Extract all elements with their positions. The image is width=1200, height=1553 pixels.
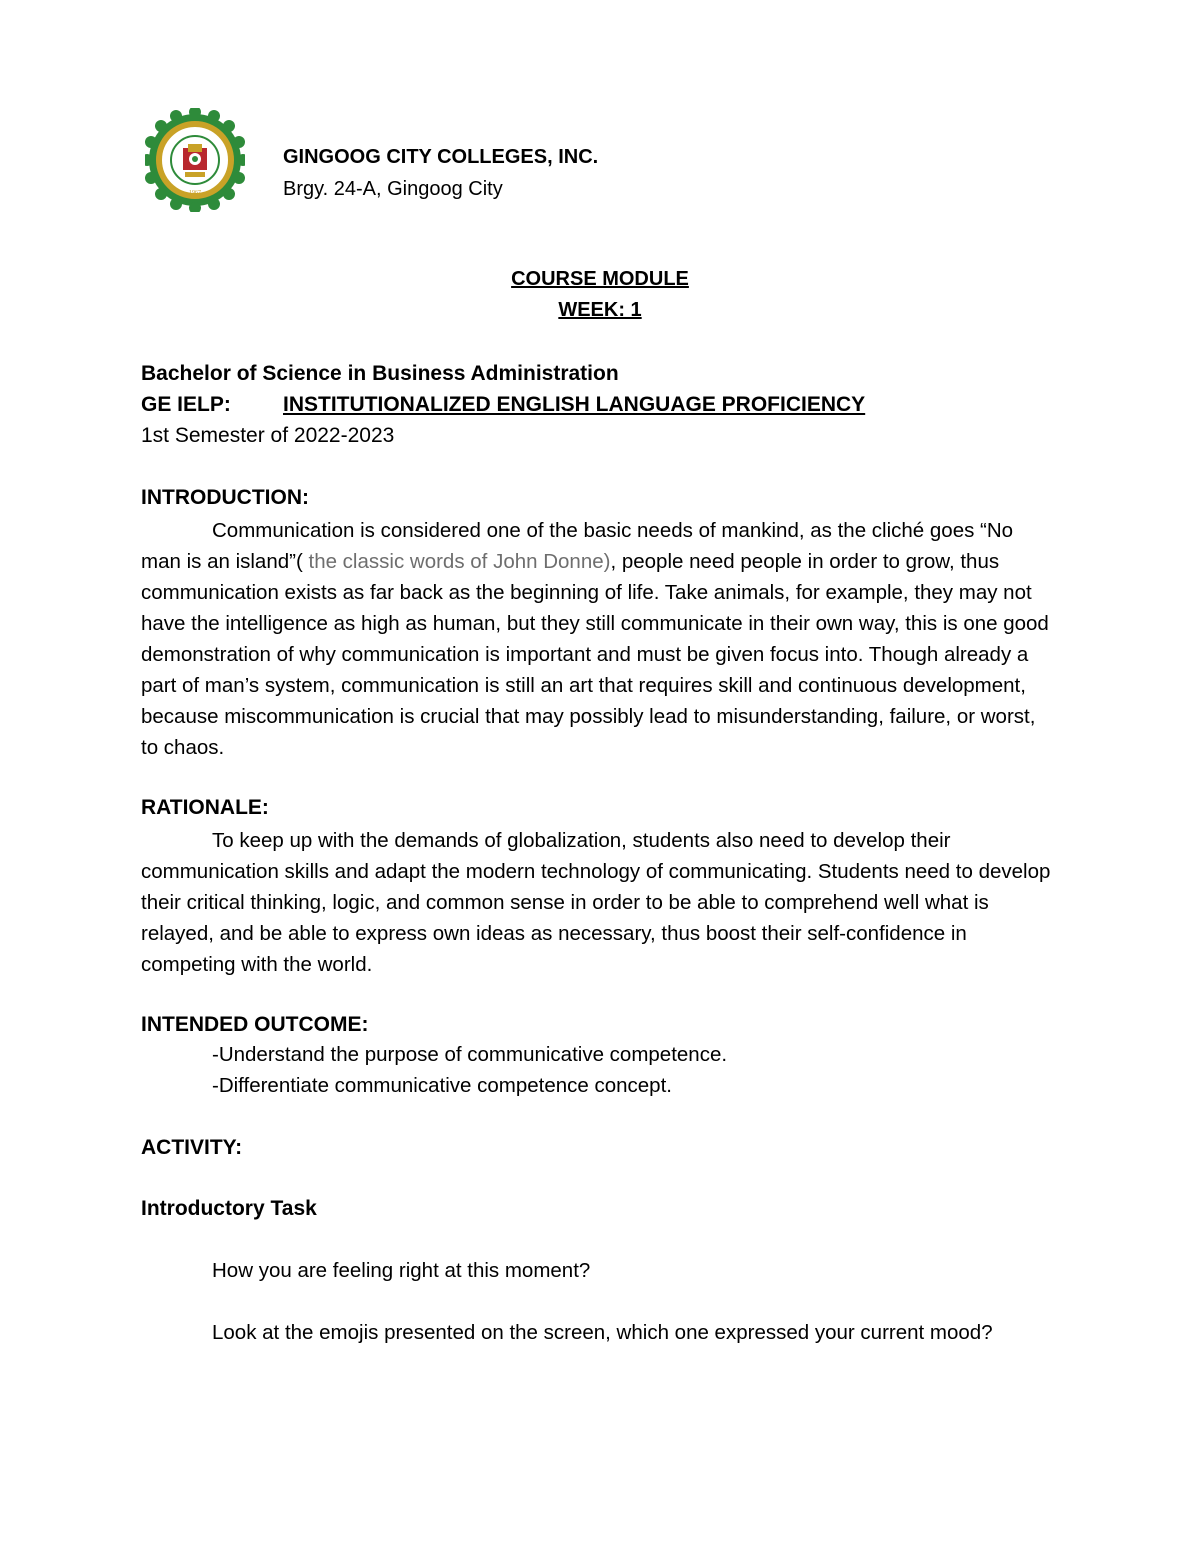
activity-question: Look at the emojis presented on the screen, which one expressed your current mood? bbox=[212, 1321, 993, 1344]
outcome-item: -Differentiate communicative competence concept. bbox=[212, 1074, 672, 1097]
introduction-text-end: , people need people in order to grow, thus communication exists as far back as the beginning of life. Take animals, for example, they may not have the intelligence as high as human, but they still communicate in their own way, this is one good demonstration of why communication is important and must be given focus into. Though already a part of man’s system, communication is still an art that requires skill and continuous development, because miscommunication is crucial that may possibly lead to misunderstanding, failure, or worst, to chaos. bbox=[141, 550, 1049, 759]
semester-line: 1st Semester of 2022-2023 bbox=[141, 424, 395, 447]
course-title: INSTITUTIONALIZED ENGLISH LANGUAGE PROFICIENCY bbox=[283, 393, 866, 416]
college-header bbox=[283, 143, 598, 207]
introduction-text-start: Communication is considered one of the basic needs of mankind, as the cliché goes “No man is an island”( bbox=[141, 519, 1014, 573]
rationale-heading: RATIONALE: bbox=[141, 796, 269, 819]
seal-year: 1967 bbox=[189, 190, 201, 196]
activity-heading: ACTIVITY: bbox=[141, 1136, 243, 1159]
introduction-heading: INTRODUCTION: bbox=[141, 486, 309, 509]
module-week: WEEK: 1 bbox=[558, 299, 642, 321]
outcome-heading: INTENDED OUTCOME: bbox=[141, 1013, 369, 1036]
college-seal-logo bbox=[145, 108, 245, 212]
activity-subheading: Introductory Task bbox=[141, 1197, 317, 1220]
course-code-row bbox=[141, 393, 866, 417]
college-address: Brgy. 24-A, Gingoog City bbox=[283, 178, 503, 200]
course-code-label: GE IELP: bbox=[141, 393, 231, 416]
module-title: COURSE MODULE bbox=[511, 268, 689, 290]
activity-question: How you are feeling right at this moment? bbox=[212, 1259, 591, 1282]
introduction-quote-source: the classic words of John Donne) bbox=[302, 550, 611, 573]
college-name: GINGOOG CITY COLLEGES, INC. bbox=[283, 146, 599, 168]
introduction-paragraph bbox=[141, 515, 1056, 763]
rationale-paragraph: To keep up with the demands of globalization, students also need to develop their communication skills and adapt the modern technology of communicating. Students need to develop their critical thinking, logic, and common sense in order to be able to comprehend well what is relayed, and be able to express own ideas as necessary, thus boost their self-confidence in competing with the world. bbox=[141, 829, 1051, 976]
program-name: Bachelor of Science in Business Administration bbox=[141, 362, 619, 385]
outcome-item: -Understand the purpose of communicative competence. bbox=[212, 1043, 728, 1066]
